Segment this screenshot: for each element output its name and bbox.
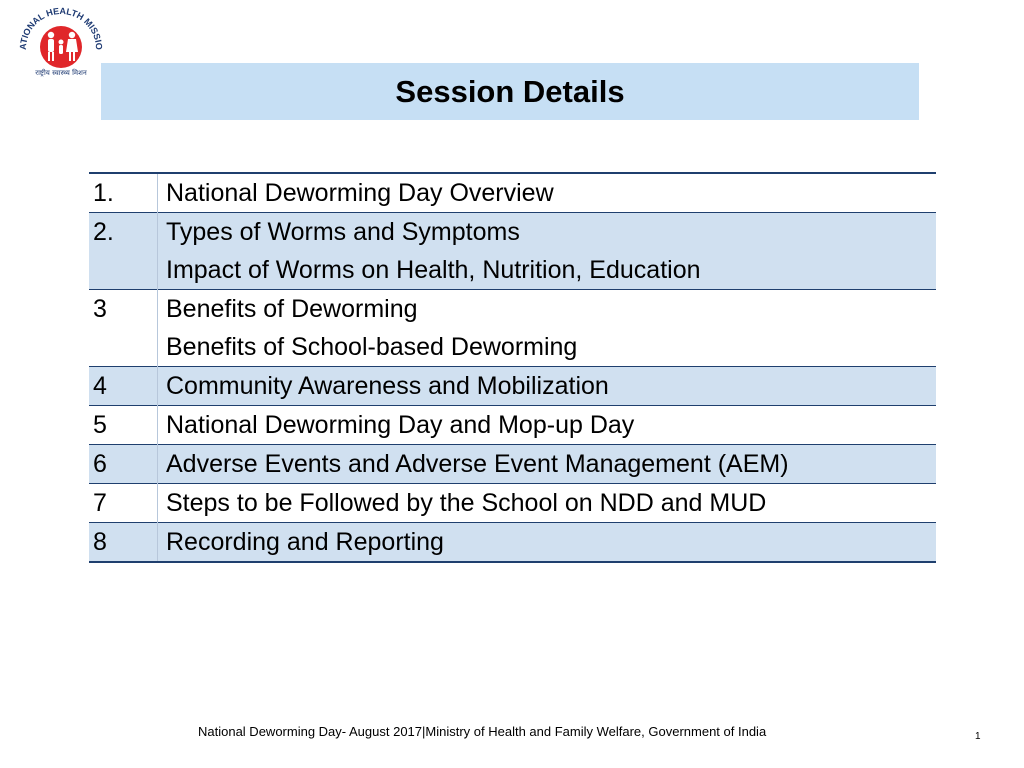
- agenda-number: 7: [89, 484, 158, 523]
- agenda-row: [89, 213, 936, 252]
- agenda-text: Types of Worms and Symptoms: [158, 213, 937, 252]
- agenda-number: [89, 251, 158, 290]
- agenda-row: [89, 523, 936, 563]
- agenda-row: [89, 173, 936, 213]
- agenda-number: 5: [89, 406, 158, 445]
- agenda-row: [89, 290, 936, 329]
- agenda-row: [89, 328, 936, 367]
- agenda-text: Benefits of School-based Deworming: [158, 328, 937, 367]
- agenda-text: National Deworming Day and Mop-up Day: [158, 406, 937, 445]
- agenda-text: Steps to be Followed by the School on NDD and MUD: [158, 484, 937, 523]
- agenda-row: [89, 484, 936, 523]
- agenda-row: [89, 251, 936, 290]
- title-band: [101, 63, 919, 120]
- agenda-number: [89, 328, 158, 367]
- agenda-text: Adverse Events and Adverse Event Management (AEM): [158, 445, 937, 484]
- agenda-text: Benefits of Deworming: [158, 290, 937, 329]
- logo-ring-text: ATIONAL HEALTH MISSIO: [17, 5, 105, 51]
- page-number: 1: [975, 731, 981, 742]
- nhm-logo: [14, 5, 106, 77]
- agenda-text: National Deworming Day Overview: [158, 173, 937, 213]
- agenda-row: [89, 406, 936, 445]
- agenda-table: [89, 172, 936, 563]
- agenda-text: Recording and Reporting: [158, 523, 937, 563]
- agenda-number: 1.: [93, 179, 114, 207]
- slide-title: Session Details: [395, 73, 625, 109]
- agenda-number: 4: [89, 367, 158, 406]
- agenda-text: Community Awareness and Mobilization: [158, 367, 937, 406]
- footer-text: National Deworming Day- August 2017|Ministry of Health and Family Welfare, Government of India: [198, 724, 767, 739]
- agenda-number: 6: [89, 445, 158, 484]
- agenda-row: [89, 445, 936, 484]
- logo-hindi-text: राष्ट्रीय स्वास्थ्य मिशन: [35, 69, 87, 77]
- agenda-number: 2.: [89, 213, 158, 252]
- agenda-number: 3: [89, 290, 158, 329]
- agenda-text: Impact of Worms on Health, Nutrition, Education: [158, 251, 937, 290]
- agenda-row: [89, 367, 936, 406]
- agenda-number: 8: [89, 523, 158, 563]
